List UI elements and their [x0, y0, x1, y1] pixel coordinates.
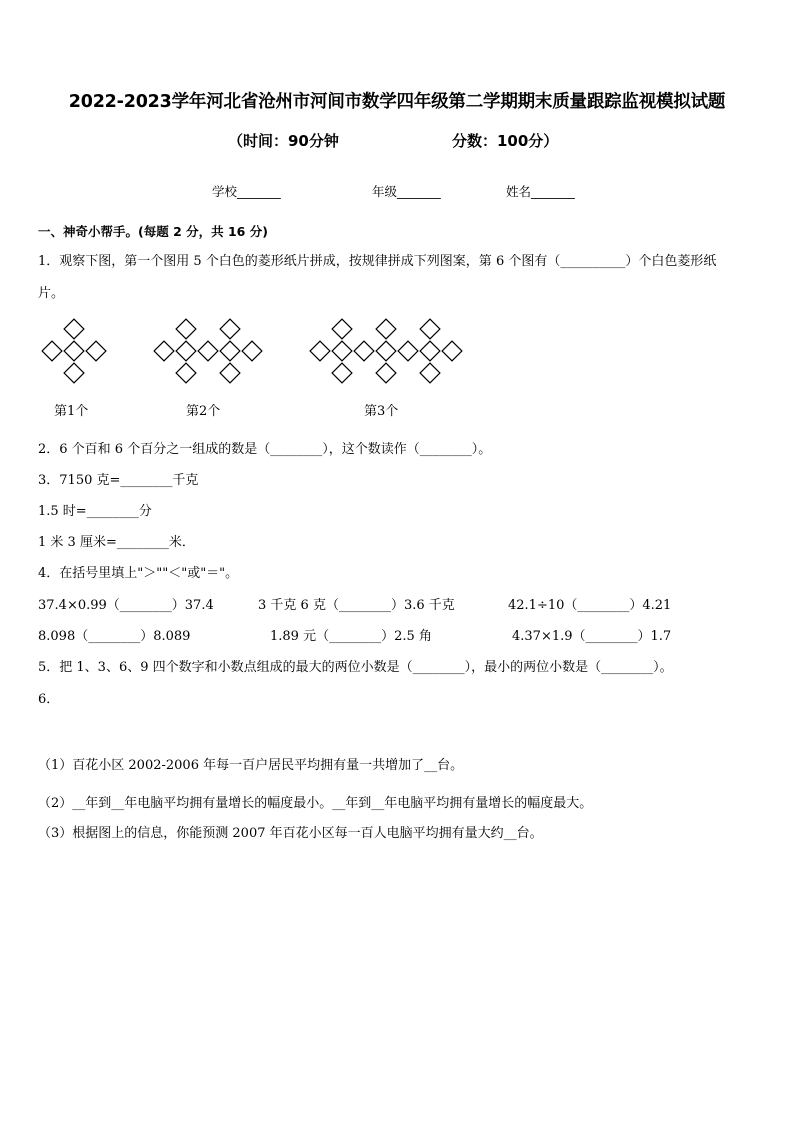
question-6-number: 6． — [38, 692, 60, 707]
grade-field[interactable]: 年级_______ — [372, 184, 441, 199]
question-4-item: 3 千克 6 克（________）3.6 千克 — [258, 598, 455, 613]
section-heading: 一、神奇小帮手。(每题 2 分，共 16 分) — [38, 224, 268, 239]
question-4-item: 1.89 元（________）2.5 角 — [270, 629, 432, 644]
figure-2-diamonds — [154, 319, 262, 383]
question-4-prompt: 4．在括号里填上"＞""＜"或"＝"。 — [38, 566, 239, 581]
question-4-item: 4.37×1.9（________）1.7 — [512, 629, 672, 644]
question-3a: 3．7150 克=________千克 — [38, 473, 199, 488]
question-1-line1: 1．观察下图，第一个图用 5 个白色的菱形纸片拼成，按规律拼成下列图案，第 6 个图有（__________）个白色菱形纸 — [38, 254, 717, 269]
question-6-part-2: （2）__年到__年电脑平均拥有量增长的幅度最小。__年到__年电脑平均拥有量增长的幅度最大。 — [38, 796, 593, 811]
question-3c: 1 米 3 厘米=________米． — [38, 535, 195, 550]
name-field[interactable]: 姓名_______ — [506, 184, 575, 199]
question-5: 5．把 1、3、6、9 四个数字和小数点组成的最大的两位小数是（________），最小的两位小数是（________）。 — [38, 660, 673, 675]
question-1-line2: 片。 — [38, 286, 65, 301]
figure-3-label: 第3个 — [364, 404, 399, 419]
question-2: 2．6 个百和 6 个百分之一组成的数是（________），这个数读作（________）。 — [38, 442, 492, 457]
question-3b: 1.5 时=________分 — [38, 504, 152, 519]
exam-time: （时间：90分钟 — [228, 132, 339, 150]
question-6-part-3: （3）根据图上的信息，你能预测 2007 年百花小区每一百人电脑平均拥有量大约__台。 — [38, 826, 543, 841]
question-4-item: 42.1÷10（________）4.21 — [508, 598, 672, 613]
figure-1-label: 第1个 — [54, 404, 89, 419]
figure-2-label: 第2个 — [186, 404, 221, 419]
figure-3-diamonds — [310, 319, 462, 383]
question-4-item: 8.098（________）8.089 — [38, 629, 191, 644]
page-title: 2022-2023学年河北省沧州市河间市数学四年级第二学期期末质量跟踪监视模拟试题 — [68, 92, 726, 112]
question-4-item: 37.4×0.99（________）37.4 — [38, 598, 214, 613]
figure-1-diamonds — [42, 319, 106, 383]
school-field[interactable]: 学校_______ — [212, 184, 281, 199]
question-6-part-1: （1）百花小区 2002-2006 年每一百户居民平均拥有量一共增加了__台。 — [38, 758, 464, 773]
exam-score: 分数：100分） — [452, 132, 559, 150]
